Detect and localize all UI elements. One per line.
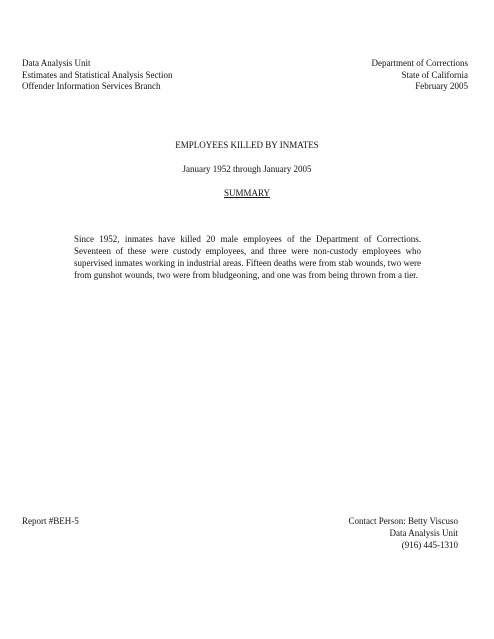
header-left-block	[22, 58, 172, 93]
header-unit: Data Analysis Unit	[22, 58, 91, 68]
date-range: January 1952 through January 2005	[182, 164, 312, 174]
header-section: Estimates and Statistical Analysis Section	[22, 69, 173, 80]
header-right-block	[372, 58, 468, 93]
contact-phone: (916) 445-1310	[401, 540, 458, 550]
header-department: Department of Corrections	[371, 58, 468, 68]
header-branch: Offender Information Services Branch	[22, 81, 161, 91]
summary-heading	[0, 188, 494, 199]
summary-heading-text: SUMMARY	[223, 188, 270, 198]
contact-person: Contact Person: Betty Viscuso	[348, 516, 458, 526]
header-state: State of California	[401, 69, 468, 80]
summary-paragraph: Since 1952, inmates have killed 20 male employees of the Department of Corrections. Seventeen of these were custody employees, and three were non-custody employees who supervised inmates working in industrial areas. Fifteen deaths were from stab wounds, two were from gunshot wounds, two were from bludgeoning, and one was from being thrown from a tier.	[74, 234, 421, 280]
document-title: EMPLOYEES KILLED BY INMATES	[175, 140, 319, 150]
contact-unit: Data Analysis Unit	[389, 528, 458, 538]
report-number: Report #BEH-5	[22, 516, 79, 526]
header-date: February 2005	[415, 81, 468, 91]
contact-block	[348, 515, 458, 551]
